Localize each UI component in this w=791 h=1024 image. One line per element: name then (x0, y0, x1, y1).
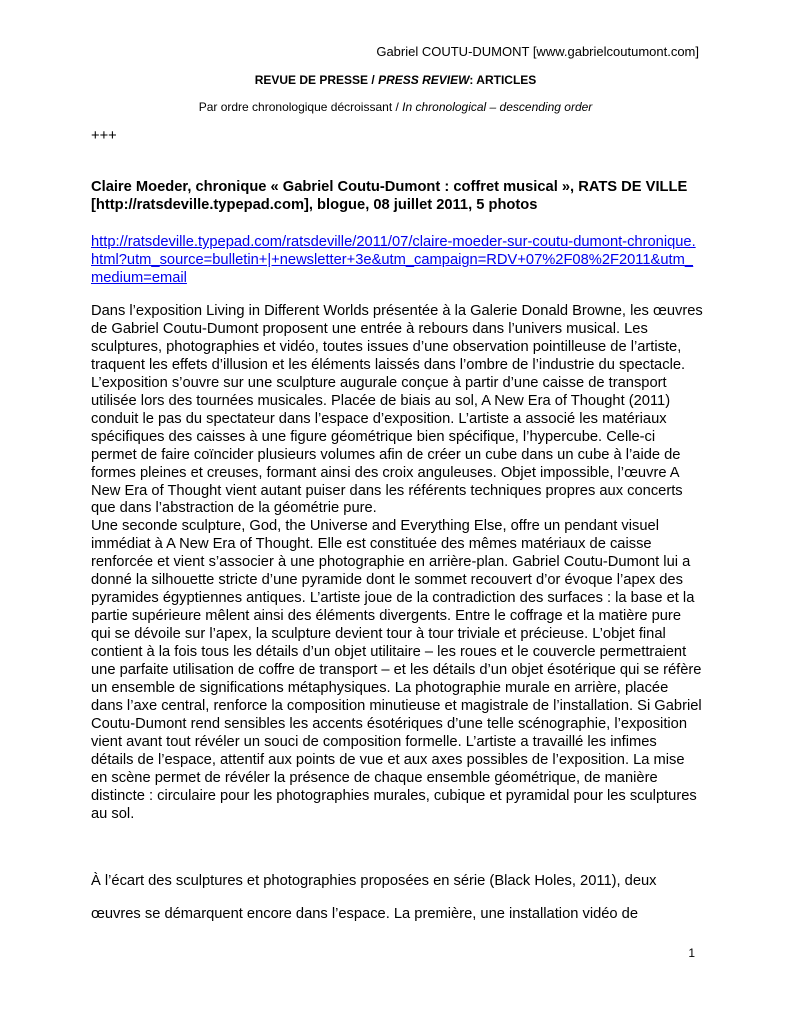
title-part-suffix: : ARTICLES (469, 73, 537, 87)
article-heading: Claire Moeder, chronique « Gabriel Coutu-Dumont : coffret musical », RATS DE VILLE [http://ratsdeville.typepad.com], blogue, 08 juillet 2011, 5 photos (91, 179, 688, 213)
article-paragraph: Une seconde sculpture, God, the Universe and Everything Else, offre un pendant visuel immédiat à A New Era of Thought. Elle est constituée des mêmes matériaux de caisse renforcée et vient s’associer à une photographie en arrière-plan. Gabriel Coutu-Dumont lui a donné la silhouette stricte d’une pyramide dont le sommet recouvert d’or évoque l’apex des pyramides égyptiennes antiques. L’artiste joue de la contradiction des surfaces : la base et la partie supérieure mêlent ainsi des éléments divergents. Entre le coffrage et la matière pure qui se dévoile sur l’apex, la sculpture devient tour à tour triviale et précieuse. L’objet final contient à la fois tous les détails d’un objet utilitaire – les roues et le couvercle permettraient une parfaite utilisation de coffre de transport – et les détails d’un objet ésotérique qui se réfère un ensemble de significations métaphysiques. La photographie murale en arrière, placée dans l’axe central, renforce la composition minutieuse et magistrale de l’installation. Si Gabriel Coutu-Dumont rend sensibles les accents ésotériques d’une telle scénographie, l’exposition vient avant tout révéler un souci de composition formelle. L’artiste a travaillé les infimes détails de l’espace, attentif aux points de vue et aux axes possibles de l’exposition. La mise en scène permet de révéler la présence de chaque ensemble géométrique, de manière distincte : circulaire pour les photographies murales, cubique et pyramidal pour les sculptures au sol. (91, 518, 702, 822)
header-text: Gabriel COUTU-DUMONT [www.gabrielcoutumont.com] (376, 44, 699, 59)
article-link[interactable]: http://ratsdeville.typepad.com/ratsdeville/2011/07/claire-moeder-sur-coutu-dumont-chronique.html?utm_source=bulletin+|+newsletter+3e&utm_campaign=RDV+07%2F08%2F2011&utm_medium=email (91, 234, 696, 286)
article-paragraph: L’exposition s’ouvre sur une sculpture augurale conçue à partir d’une caisse de transport utilisée lors des tournées musicales. Placée de biais au sol, A New Era of Thought (2011) conduit le pas du spectateur dans l’espace d’exposition. L’artiste a associé les matériaux spécifiques des caisses à une figure géométrique bien spécifique, l’hypercube. Celle-ci permet de faire coïncider plusieurs volumes afin de créer un cube dans un cube à l’aide de formes pleines et creuses, formant ainsi des croix anguleuses. Objet impossible, l’œuvre A New Era of Thought vient autant puiser dans les référents techniques propres aux concerts que dans l’abstraction de la géométrie pure. (91, 374, 683, 517)
section-separator: +++ (91, 128, 117, 144)
article-body (91, 303, 703, 824)
article-paragraph-line: œuvres se démarquent encore dans l’espace. La première, une installation vidéo de (91, 906, 639, 922)
article-paragraph-line: À l’écart des sculptures et photographies proposées en série (Black Holes, 2011), deux (91, 873, 657, 889)
page-header (376, 44, 699, 59)
document-title (0, 73, 791, 87)
article-paragraph: Dans l’exposition Living in Different Worlds présentée à la Galerie Donald Browne, les œuvres de Gabriel Coutu-Dumont proposent une entrée à rebours dans l’univers musical. Les sculptures, photographies et vidéo, toutes issues d’une observation pointilleuse de l’artiste, traquent les effets d’illusion et les éléments laissés dans l’ombre de l’industrie du spectacle. (91, 303, 703, 373)
page-number: 1 (688, 946, 695, 960)
subtitle-part-fr: Par ordre chronologique décroissant / (198, 100, 403, 114)
document-subtitle (0, 100, 791, 114)
subtitle-part-en: In chronological – descending order (402, 100, 593, 114)
title-part-fr: REVUE DE PRESSE / (254, 73, 379, 87)
title-part-en: PRESS REVIEW (378, 73, 470, 87)
